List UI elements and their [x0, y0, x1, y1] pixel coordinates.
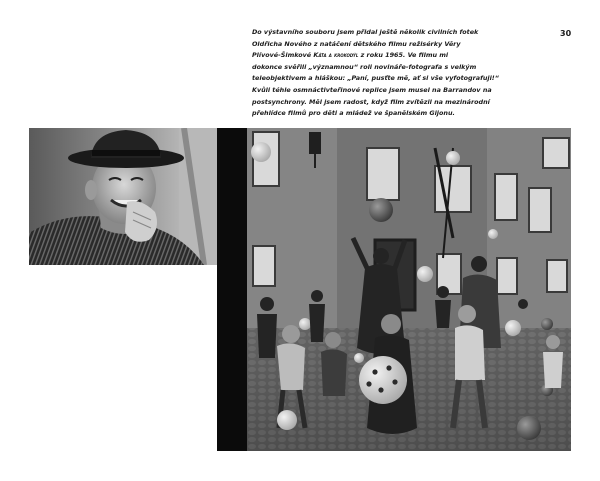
caption-line	[252, 108, 504, 120]
caption-fragment: Oldřicha Nového z natáčení dětského filmu režisérky Věry	[252, 39, 461, 48]
caption-line	[252, 73, 504, 85]
caption-fragment: přehlídce filmů pro děti a mládež ve španělském Gijonu.	[252, 109, 455, 118]
caption-fragment: Plívové-Šimkové	[252, 51, 314, 60]
street-scene-photo	[247, 128, 571, 451]
film-title: Káťa a krokodýl	[313, 51, 359, 60]
caption-fragment: teleobjektivem a hláškou: „Paní, pusťte mě, ať si vše vyfotografuji!“	[252, 74, 499, 83]
caption-fragment: postsynchrony. Měl jsem radost, když film zvítězil na mezinárodní	[252, 97, 490, 106]
caption-fragment: Kvůli téhle osmnáctivteřinové replice jsem musel na Barrandov na	[252, 85, 492, 94]
caption-fragment: Do výstavního souboru jsem přidal ještě několik civilních fotek	[252, 28, 479, 36]
caption-line	[252, 85, 504, 97]
portrait-photo	[29, 128, 217, 265]
caption-line	[252, 27, 504, 39]
caption-line	[252, 39, 504, 51]
caption-line	[252, 62, 504, 74]
caption-fragment: z roku 1965. Ve filmu mi	[358, 51, 449, 60]
page-number: 30	[560, 29, 572, 38]
caption-line	[252, 97, 504, 109]
caption-fragment: dokonce svěřili „významnou“ roli novináře-fotografa s velkým	[252, 62, 477, 71]
main-photo-frame	[217, 128, 571, 451]
caption-line	[252, 50, 504, 62]
caption-text	[252, 27, 504, 120]
